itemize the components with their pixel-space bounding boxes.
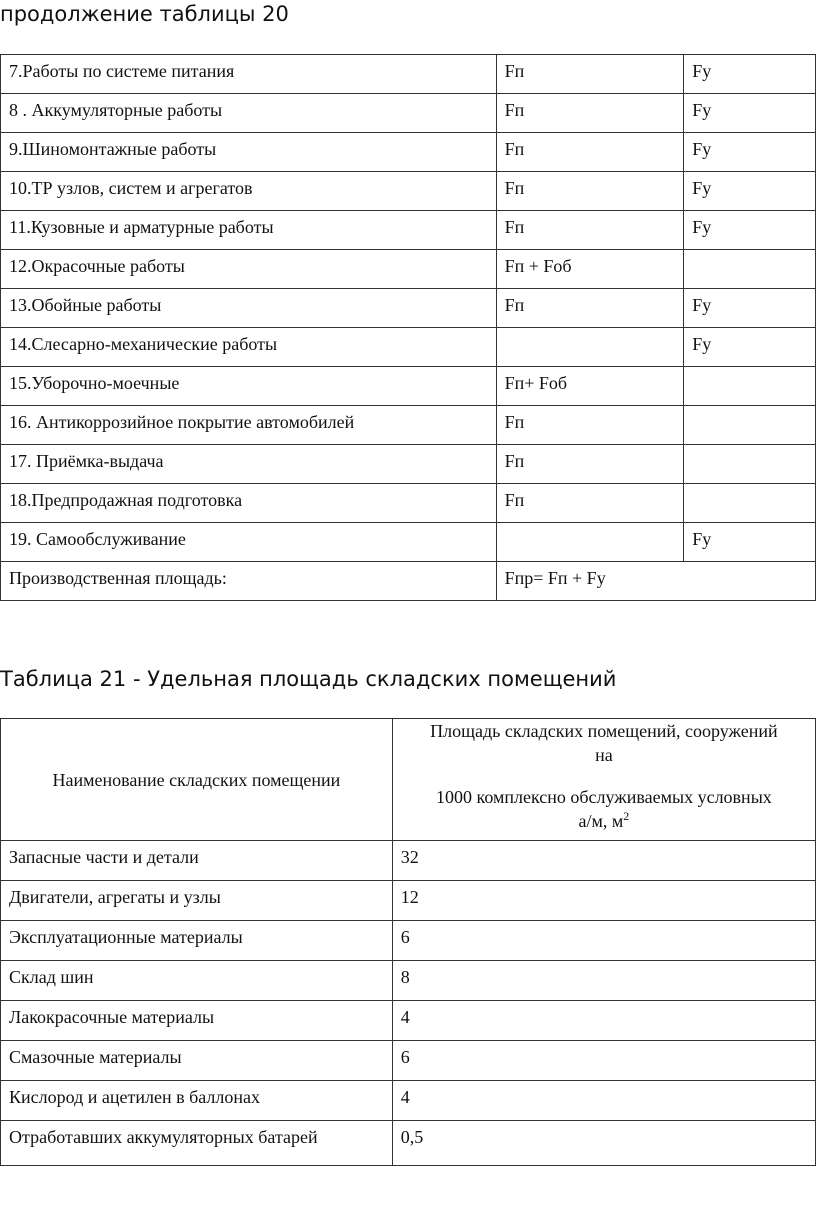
header-area-line-4 bbox=[393, 809, 815, 833]
area-fu-cell: Fу bbox=[684, 94, 816, 133]
area-fu-cell: Fу bbox=[684, 211, 816, 250]
table-row bbox=[1, 1121, 816, 1166]
area-fp-cell: Fп bbox=[496, 445, 684, 484]
work-type-cell: 9.Шиномонтажные работы bbox=[1, 133, 497, 172]
area-fp-cell bbox=[496, 523, 684, 562]
table-row bbox=[1, 406, 816, 445]
table-21-caption: Таблица 21 - Удельная площадь складских помещений bbox=[0, 667, 617, 691]
table-row bbox=[1, 445, 816, 484]
work-type-cell: 11.Кузовные и арматурные работы bbox=[1, 211, 497, 250]
work-type-cell: 14.Слесарно-механические работы bbox=[1, 328, 497, 367]
work-type-cell: 8 . Аккумуляторные работы bbox=[1, 94, 497, 133]
area-fp-cell: Fп bbox=[496, 94, 684, 133]
area-fu-cell bbox=[684, 406, 816, 445]
table-row bbox=[1, 921, 816, 961]
table-row bbox=[1, 1041, 816, 1081]
header-area-line-1: Площадь складских помещений, сооружений bbox=[430, 721, 778, 741]
header-area-unit-sup: 2 bbox=[623, 809, 630, 823]
table-row bbox=[1, 881, 816, 921]
storage-area-cell: 32 bbox=[392, 841, 815, 881]
table-row bbox=[1, 211, 816, 250]
table-row bbox=[1, 55, 816, 94]
table-row bbox=[1, 133, 816, 172]
storage-area-cell: 12 bbox=[392, 881, 815, 921]
storage-name-cell: Двигатели, агрегаты и узлы bbox=[1, 881, 393, 921]
total-formula: Fпр= Fп + Fу bbox=[496, 562, 815, 601]
storage-area-cell: 0,5 bbox=[392, 1121, 815, 1166]
table-row bbox=[1, 961, 816, 1001]
storage-name-cell: Склад шин bbox=[1, 961, 393, 1001]
table-row bbox=[1, 523, 816, 562]
area-fu-cell: Fу bbox=[684, 328, 816, 367]
table-row bbox=[1, 250, 816, 289]
header-storage-area bbox=[392, 719, 815, 841]
table-row bbox=[1, 172, 816, 211]
storage-area-cell: 8 bbox=[392, 961, 815, 1001]
storage-name-cell: Эксплуатационные материалы bbox=[1, 921, 393, 961]
work-type-cell: 10.ТР узлов, систем и агрегатов bbox=[1, 172, 497, 211]
work-type-cell: 15.Уборочно-моечные bbox=[1, 367, 497, 406]
area-fu-cell bbox=[684, 484, 816, 523]
header-area-line-2: на bbox=[595, 745, 613, 765]
table-header-row bbox=[1, 719, 816, 841]
area-fu-cell bbox=[684, 250, 816, 289]
storage-name-cell: Отработавших аккумуляторных батарей bbox=[1, 1121, 393, 1166]
table-20 bbox=[0, 54, 816, 601]
work-type-cell: 19. Самообслуживание bbox=[1, 523, 497, 562]
header-area-line-3: 1000 комплексно обслуживаемых условных bbox=[436, 787, 772, 807]
area-fp-cell: Fп + Fоб bbox=[496, 250, 684, 289]
work-type-cell: 12.Окрасочные работы bbox=[1, 250, 497, 289]
area-fp-cell: Fп bbox=[496, 289, 684, 328]
area-fp-cell bbox=[496, 328, 684, 367]
storage-name-cell: Запасные части и детали bbox=[1, 841, 393, 881]
area-fp-cell: Fп bbox=[496, 406, 684, 445]
work-type-cell: 17. Приёмка-выдача bbox=[1, 445, 497, 484]
header-storage-name: Наименование складских помещении bbox=[1, 719, 393, 841]
work-type-cell: 13.Обойные работы bbox=[1, 289, 497, 328]
table-20-caption: продолжение таблицы 20 bbox=[0, 2, 289, 26]
table-row bbox=[1, 841, 816, 881]
storage-name-cell: Кислород и ацетилен в баллонах bbox=[1, 1081, 393, 1121]
storage-name-cell: Смазочные материалы bbox=[1, 1041, 393, 1081]
storage-name-cell: Лакокрасочные материалы bbox=[1, 1001, 393, 1041]
area-fu-cell bbox=[684, 445, 816, 484]
area-fu-cell: Fу bbox=[684, 55, 816, 94]
area-fu-cell bbox=[684, 367, 816, 406]
area-fp-cell: Fп bbox=[496, 211, 684, 250]
table-row bbox=[1, 289, 816, 328]
total-label: Производственная площадь: bbox=[1, 562, 497, 601]
table-row bbox=[1, 484, 816, 523]
table-row bbox=[1, 94, 816, 133]
area-fp-cell: Fп+ Fоб bbox=[496, 367, 684, 406]
work-type-cell: 16. Антикоррозийное покрытие автомобилей bbox=[1, 406, 497, 445]
area-fu-cell: Fу bbox=[684, 289, 816, 328]
table-row bbox=[1, 328, 816, 367]
table-row-total bbox=[1, 562, 816, 601]
area-fp-cell: Fп bbox=[496, 172, 684, 211]
work-type-cell: 7.Работы по системе питания bbox=[1, 55, 497, 94]
storage-area-cell: 4 bbox=[392, 1081, 815, 1121]
area-fp-cell: Fп bbox=[496, 133, 684, 172]
storage-area-cell: 6 bbox=[392, 1041, 815, 1081]
area-fu-cell: Fу bbox=[684, 172, 816, 211]
area-fp-cell: Fп bbox=[496, 55, 684, 94]
storage-area-cell: 6 bbox=[392, 921, 815, 961]
area-fu-cell: Fу bbox=[684, 133, 816, 172]
table-row bbox=[1, 1081, 816, 1121]
table-row bbox=[1, 367, 816, 406]
table-21 bbox=[0, 718, 816, 1166]
header-area-unit: а/м, м bbox=[578, 811, 624, 831]
area-fp-cell: Fп bbox=[496, 484, 684, 523]
storage-area-cell: 4 bbox=[392, 1001, 815, 1041]
table-row bbox=[1, 1001, 816, 1041]
work-type-cell: 18.Предпродажная подготовка bbox=[1, 484, 497, 523]
area-fu-cell: Fу bbox=[684, 523, 816, 562]
